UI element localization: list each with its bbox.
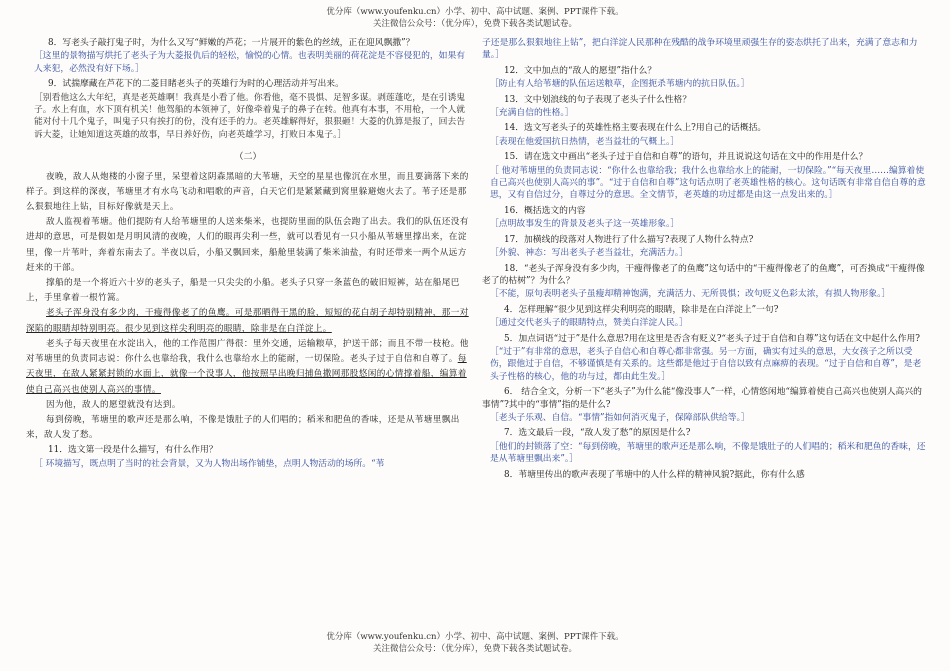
question-17: 17．加横线的段落对人物进行了什么描写?表现了人物什么特点? [504, 234, 754, 245]
section-heading: （二） [234, 152, 262, 163]
left-column [26, 36, 470, 628]
question-8-right: 8．苇塘里传出的歌声表现了苇塘中的人什么样的精神风貌?据此，你有什么感 [504, 469, 805, 480]
header-line-1: 优分库（www.youfenku.cn）小学、初中、高中试题、案例、PPT课件下载。 [326, 7, 624, 17]
page-header [0, 6, 950, 30]
question-7: 7．选文最后一段，“敌人发了愁”的原因是什么? [504, 428, 691, 439]
question-4: 4．怎样理解“很少见到这样尖利明亮的眼睛，除非是在白洋淀上”一句? [504, 304, 779, 315]
answer-17: ［外貌、神态：写出老头子老当益壮，充满活力。］ [490, 248, 688, 259]
answer-7: ［他们的封锁落了空：“每到傍晚，苇塘里的歌声还是那么响，不像是饿肚子的人们唱的；稻米和肥鱼的香味，还是从苇塘里飘出来”。］ [490, 441, 926, 465]
answer-11-continued: 子还是那么狠狠地往上钻”，把白洋淀人民那种在残酷的战争环境里顽强生存的姿态烘托了出来，充满了意志和力量。］ [482, 38, 918, 61]
passage-paragraph-2: 敌人监视着苇塘。他们提防有人给苇塘里的人送来柴米，也提防里面的队伍会跑了出去。我们的队伍还没有进却的意思，可是假如是月明风清的夜晚，人们的眼再尖利一些，就可以看见有一只小船从苇塘里撑出来，在淀里，像一片苇叶，奔着东南去了。半夜以后，小船又飘回来，船舱里装满了柴米油盐，有时还带来一两个从远方赶来的干部。 [26, 217, 469, 273]
answer-18: ［不能，原句表明老头子虽瘦却精神饱满，充满活力、无所畏惧；改句贬义色彩太浓，有损人物形象。］ [490, 289, 891, 300]
passage-paragraph-4-underlined: 老头子浑身没有多少肉，干瘦得像老了的鱼鹰。可是那晒得干黑的脸，短短的花白胡子却特别精神，那一对深陷的眼睛却特别明亮。很少见到这样尖利明亮的眼睛，除非是在白洋淀上。 [26, 308, 469, 334]
answer-8: ［这里的景物描写烘托了老头子为大菱报仇后的轻松，愉悦的心情。也表明美丽的荷花淀是不容侵犯的，如果有人来犯，必然没有好下场。］ [34, 51, 466, 74]
right-column [482, 36, 926, 628]
footer-line-2: 关注微信公众号：（优分库），免费下载各类试题试卷。 [372, 644, 577, 654]
answer-6: ［老头子乐观、自信。“事情”指如何消灭鬼子，保障部队供给等。］ [490, 412, 750, 423]
question-12: 12．文中加点的“敌人的愿望”指什么？ [504, 65, 657, 76]
question-14: 14．选文写老头子的英雄性格主要表现在什么上?用自己的话概括。 [504, 123, 767, 134]
question-9: 9．试揣摩藏在芦花下的二菱目睹老头子的英雄行为时的心理活动并写出来。 [48, 79, 344, 90]
question-8: 8．写老头子敲打鬼子时，为什么又写“鲜嫩的芦花；一片展开的紫色的丝绒，正在迎风飘撒”？ [48, 38, 415, 48]
footer-line-1: 优分库（www.youfenku.cn）小学、初中、高中试题、案例、PPT课件下载。 [326, 632, 624, 642]
question-18: 18．“老头子浑身没有多少肉，干瘦得像老了的鱼鹰”这句话中的“干瘦得像老了的鱼鹰”，可否换成“干瘦得像老了的枯树”？为什么？ [482, 263, 925, 286]
answer-5: ［“过于”有非常的意思，老头子自信心和自尊心都非常强。另一方面，确实有过头的意思，大女孩子之所以受伤，跟他过于自信，不够谨慎是有关系的。这些都是他过于自信以致有点麻痹的表现。“过于自信和自尊”，是老头子性格的核心，他的功与过，都由此生发。］ [490, 346, 922, 382]
answer-11: ［ 环境描写，既点明了当时的社会背景，又为人物出场作铺垫，点明人物活动的场所。“苇 [34, 458, 385, 469]
answer-16: ［点明故事发生的背景及老头子这一英雄形象。］ [490, 219, 680, 230]
header-line-2: 关注微信公众号：（优分库），免费下载各类试题试卷。 [372, 19, 577, 29]
passage-paragraph-6: 因为他，敌人的愿望就没有达到。 [46, 399, 181, 410]
answer-9: ［别看他这么大年纪，真是老英雄啊！我真是小看了他。你看他，毫不畏惧、足智多谋。剥莲蓬吃，是在引诱鬼子。水上有血，水下顶有机关！他驾船的本领神了，好像牵着鬼子的鼻子在转。他真有本事，不用枪，一个人就能对付十几个鬼子，叫鬼子只有挨打的份，没有还手的力。老英雄解得好，狠狠砸！大菱的仇算是报了，回去告诉大菱，让她知道这英雄的故事，早日养好伤，向老英雄学习，打败日本鬼子。］ [34, 92, 466, 140]
answer-13: ［充满自信的性格。］ [490, 108, 574, 119]
question-15: 15．请在选文中画出“老头子过于自信和自尊”的语句，并且说说这句话在文中的作用是什么？ [504, 152, 868, 163]
question-5: 5．加点词语“过于”是什么意思?用在这里是否含有贬义?“老头子过于自信和自尊”这句话在文中起什么作用? [504, 333, 921, 344]
question-11: 11．选文第一段是什么描写，有什么作用？ [48, 445, 218, 456]
answer-4: ［通过交代老头子的眼睛特点，赞美白洋淀人民。］ [490, 318, 688, 329]
passage-paragraph-5 [26, 337, 470, 398]
passage-paragraph-5-underlined: 每天夜里，在敌人紧紧封锁的水面上，就像一个没事人，他按照早出晚归捕鱼撒网那股悠闲的心情撑着船，编算着使自己高兴也使别人高兴的事情。 [26, 354, 467, 395]
passage-paragraph-5-text: 老头子每天夜里在水淀出入，他的工作范围广得很：里外交通，运输粮草，护送干部；而且不带一枝枪。他对苇塘里的负责同志说：你什么也靠给我，我什么也靠给水上的能耐，一切保险。老头子过于自信和自尊了。 [26, 338, 469, 365]
passage-paragraph-3: 撑船的是一个将近六十岁的老头子，船是一只尖尖的小船。老头子只穿一条蓝色的破旧短裤，站在船尾巴上，手里拿着一根竹篙。 [26, 278, 460, 304]
passage-paragraph-1: 夜晚，敌人从炮楼的小窗子里，呆望着这阴森黑暗的大苇塘，天空的星星也像沉在水里，而且要滴落下来的样子。到这样的深夜，苇塘里才有水鸟飞动和唱歌的声音，白天它们是紧紧藏到窝里躲避炮火去了。苇子还是那么狠狠地往上钻，目标好像就是天上。 [26, 171, 469, 213]
question-16: 16．概括选文的内容 [504, 205, 586, 216]
answer-14: ［表现在他爱国抗日热情，老当益壮的气概上。］ [490, 136, 680, 147]
question-13: 13．文中划浪线的句子表现了老头子什么性格？ [504, 94, 692, 105]
answer-15: ［ 他对苇塘里的负责同志说：“你什么也靠给我；我什么也靠给水上的能耐，一切保险。”“每天夜里……编算着使自己高兴也使别人高兴的事”。“过于自信和自尊”这句话点明了老英雄性格的核心。这句话既有非常自信自尊的意思，又有自信过分，自尊过分的意思。全文情节，老英雄的功过都是由这一点发出来的。］ [490, 165, 926, 201]
answer-12: ［防止有人给苇塘的队伍运送粮草，企图扼杀苇塘内的抗日队伍。］ [490, 79, 750, 90]
page-footer [0, 631, 950, 655]
passage-paragraph-7: 每到傍晚，苇塘里的歌声还是那么响，不像是饿肚子的人们唱的；稻米和肥鱼的香味，还是从苇塘里飘出来，敌人发了愁。 [26, 414, 460, 441]
question-6: 6． 结合全文，分析一下“老头子”为什么能“像没事人”一样，心情悠闲地“编算着使自己高兴也使别人高兴的事情”?其中的“事情”指的是什么? [482, 387, 922, 410]
